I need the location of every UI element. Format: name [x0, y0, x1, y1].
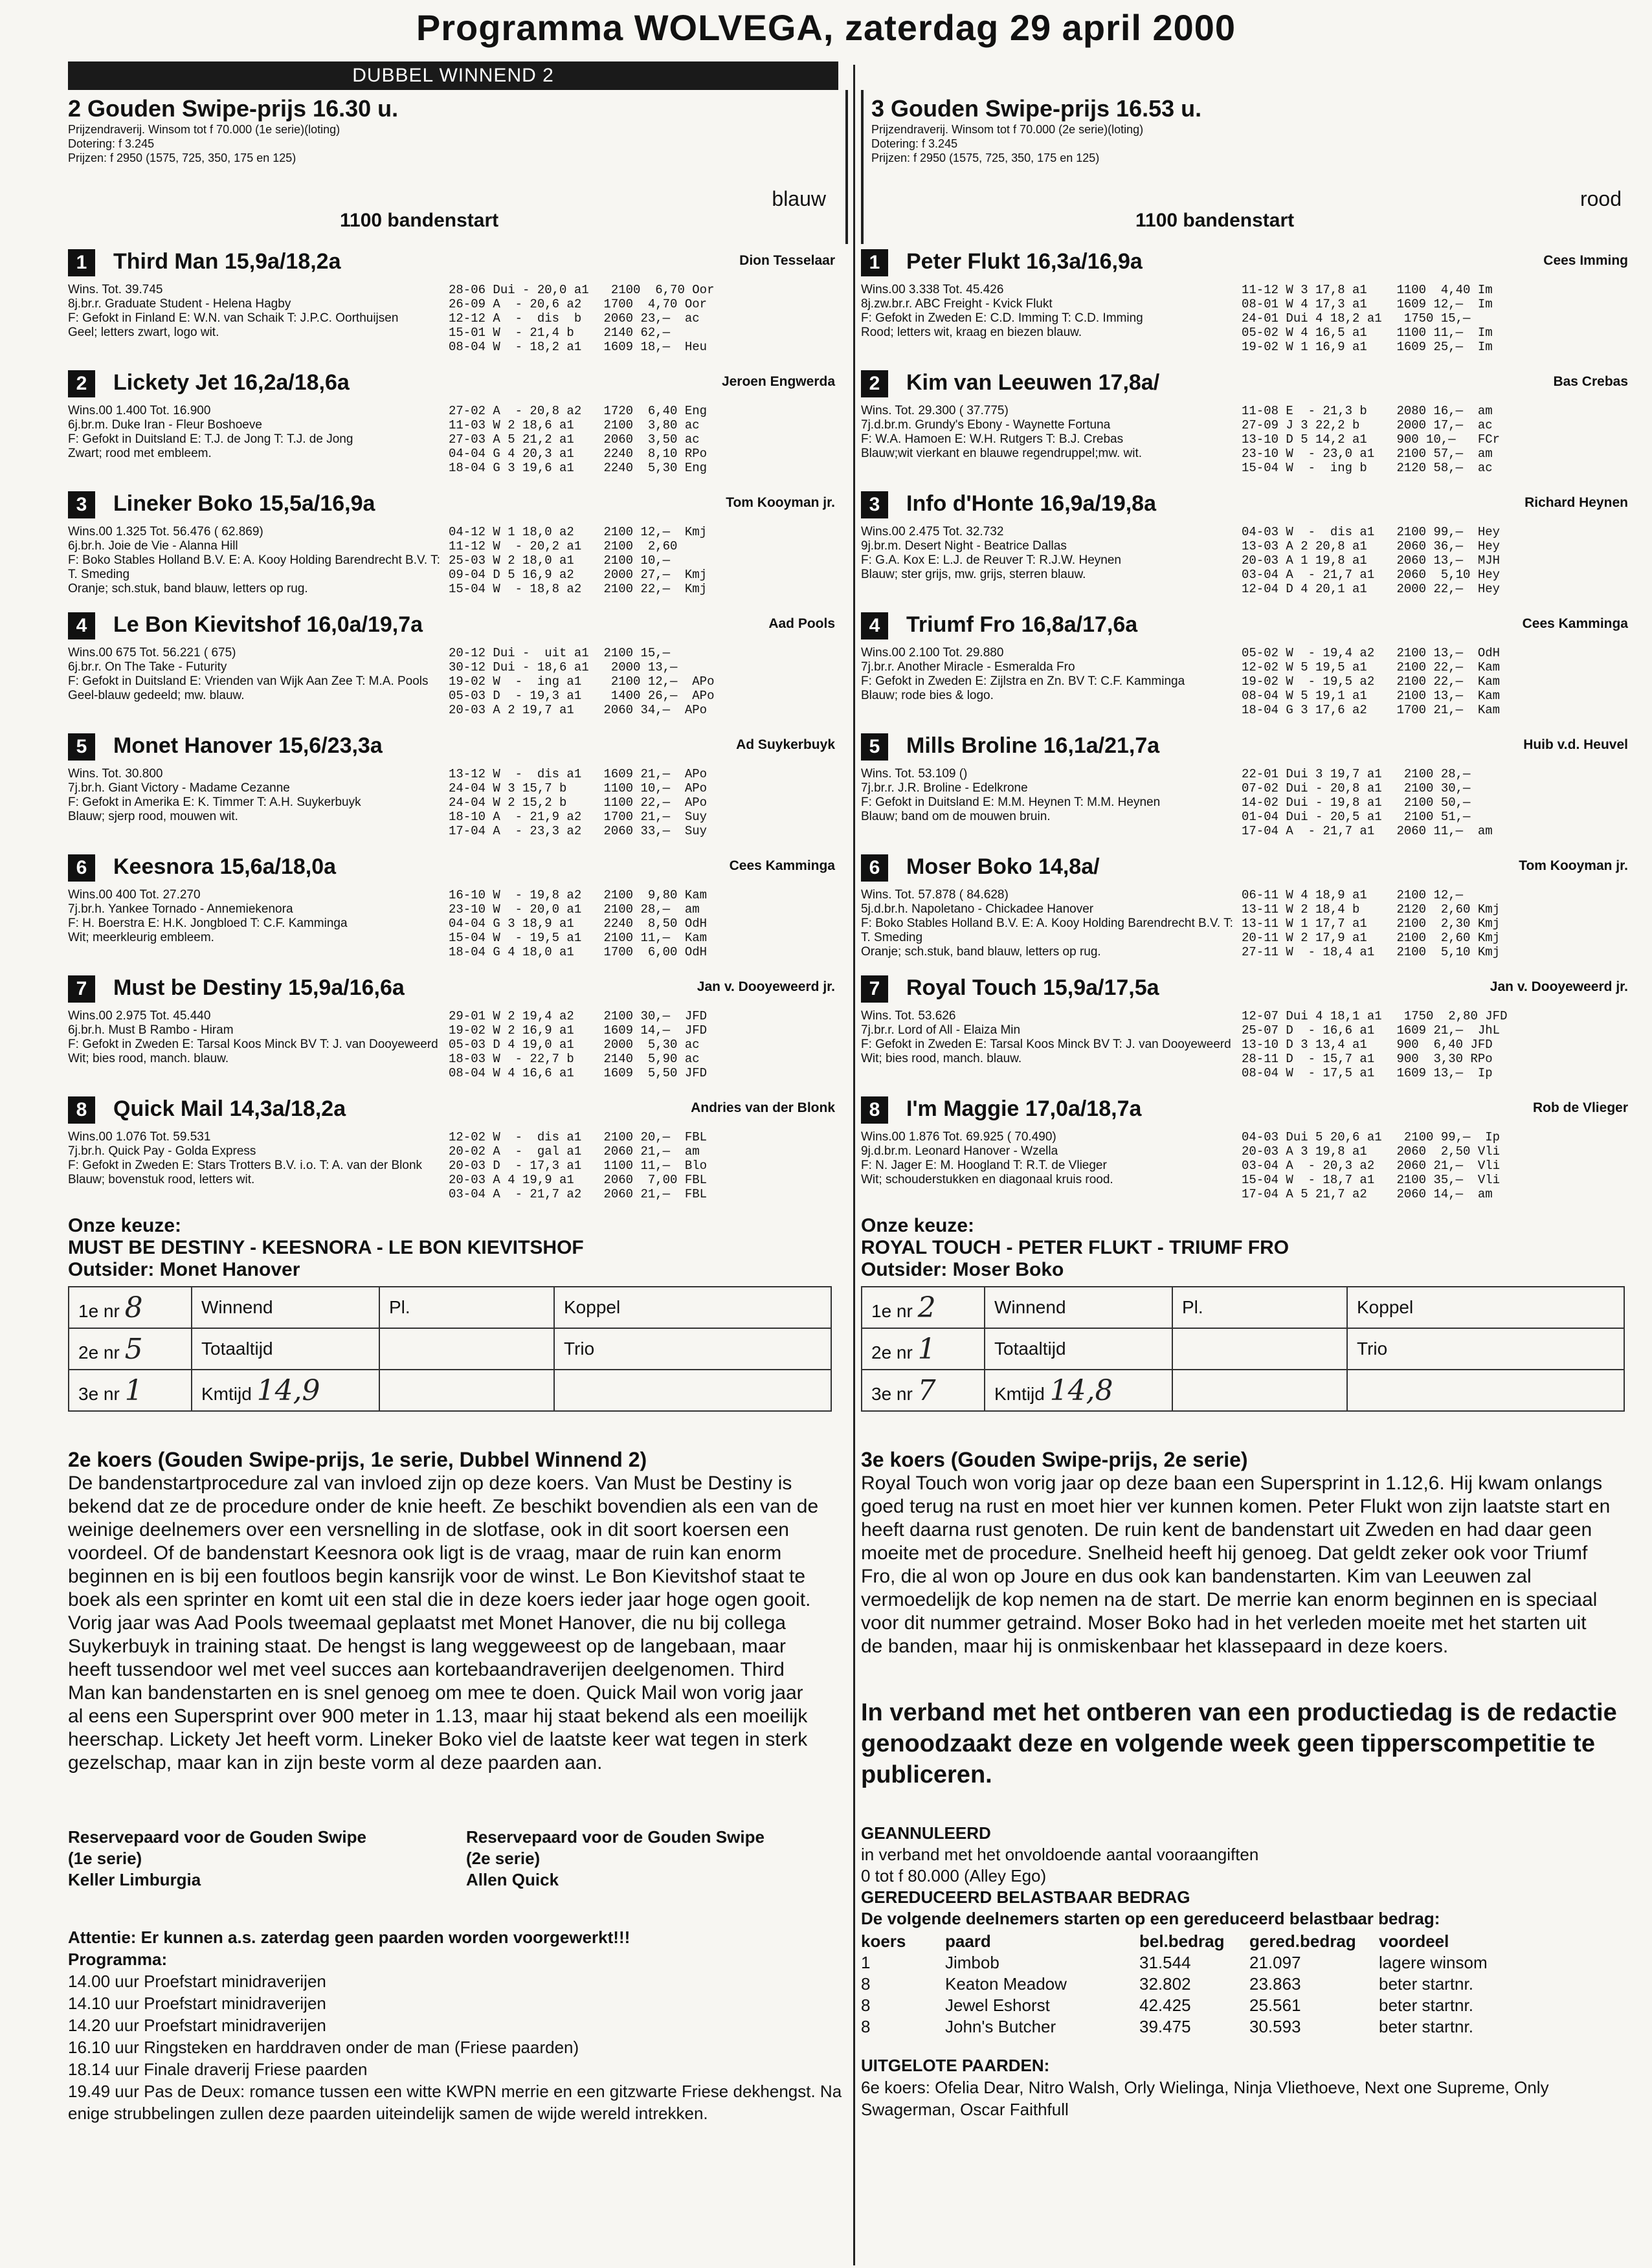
- reduced-cell: 30.593: [1249, 2017, 1301, 2036]
- horse-name: Quick Mail 14,3a/18,2a: [113, 1096, 346, 1121]
- horse-info: Wins. Tot. 39.745 8j.br.r. Graduate Student - Helena Hagby F: Gefokt in Finland E: W.N. van Schaik T: J.P.C. Oorthuijsen Geel; letters zwart, logo wit.: [68, 283, 399, 339]
- race-dotering: Dotering: f 3.245: [68, 137, 155, 150]
- program-list: [68, 1970, 848, 2124]
- race-header-left: [68, 90, 848, 244]
- horse-form: 22-01 Dui 3 19,7 a1 2100 28,— 07-02 Dui - 20,8 a1 2100 30,— 14-02 Dui - 19,8 a1 2100 50,— 01-04 Dui - 20,5 a1 2100 51,— 17-04 A - 21,7 a1 2060 11,— am: [1242, 767, 1493, 838]
- program-label: Programma:: [68, 1950, 168, 1969]
- reduced-cell: 8: [861, 1996, 871, 2015]
- program-item: 16.10 uur Ringsteken en harddraven onder de man (Friese paarden): [68, 2038, 579, 2057]
- horse-form: 13-12 W - dis a1 1609 21,— APo 24-04 W 3 15,7 b 1100 10,— APo 24-04 W 2 15,2 b 1100 22,— APo 18-10 A - 21,9 a2 1700 21,— Suy 17-04 A - 23,3 a2 2060 33,— Suy: [449, 767, 708, 838]
- horse-entry: [861, 849, 1641, 970]
- reduced-col-header: gered.bedrag: [1249, 1931, 1356, 1951]
- handwritten-number: 1: [124, 1373, 143, 1407]
- place-label: 2e nr 1: [862, 1328, 985, 1370]
- reduced-cell: 23.863: [1249, 1974, 1301, 1994]
- horse-form: 04-03 Dui 5 20,6 a1 2100 99,— Ip 20-03 A 3 19,8 a1 2060 2,50 Vli 03-04 A - 20,3 a2 2060 21,— Vli 15-04 W - 18,7 a1 2100 35,— Vli 17-04 A 5 21,7 a2 2060 14,— am: [1242, 1130, 1501, 1201]
- left-column: [68, 61, 848, 2124]
- program-item: 14.10 uur Proefstart minidraverijen: [68, 1994, 326, 2013]
- horse-form: 12-07 Dui 4 18,1 a1 1750 2,80 JFD 25-07 D - 16,6 a1 1609 21,— JhL 13-10 D 3 13,4 a1 900 6,40 JFD 28-11 D - 15,7 a1 900 3,30 RPo 08-04 W - 17,5 a1 1609 13,— Ip: [1242, 1009, 1508, 1080]
- result-table-left: [68, 1286, 832, 1412]
- horse-list-right: [861, 244, 1641, 1212]
- horse-name: Info d'Honte 16,9a/19,8a: [906, 491, 1156, 516]
- reduced-cell: 8: [861, 1974, 871, 1994]
- attention-text: Attentie: Er kunnen a.s. zaterdag geen paarden worden voorgewerkt!!!: [68, 1928, 631, 1947]
- choice-text: MUST BE DESTINY - KEESNORA - LE BON KIEVITSHOF: [68, 1237, 584, 1258]
- cancellation-block: GEANNULEERD in verband met het onvoldoende aantal vooraangiften 0 tot f 80.000 (Alley Ego) GEREDUCEERD BELASTBAAR BEDRAG De volgende deelnemers starten op een gereduceerd belastbaar bedrag: koers paard bel.bedrag gered.bedrag voordeel 1 Jimbob 31.544 21.097 lagere winsom 8 Keaton Meadow 32.802 23.863 beter startnr. 8 Jewel Eshorst 42.425 25.561 beter startnr. 8 John's Butcher 39.475 30.593 beter startnr.: [861, 1823, 1641, 2038]
- horse-number: 2: [68, 370, 95, 397]
- reduced-col-header: koers: [861, 1931, 906, 1951]
- horse-info: Wins.00 2.475 Tot. 32.732 9j.br.m. Desert Night - Beatrice Dallas F: G.A. Kox E: L.J. de Reuver T: R.J.W. Heynen Blauw; ster grijs, mw. grijs, sterren blauw.: [861, 525, 1121, 581]
- horse-driver: Tom Kooyman jr.: [726, 495, 835, 510]
- horse-driver: Cees Kamminga: [729, 858, 835, 873]
- horse-driver: Jeroen Engwerda: [721, 374, 835, 389]
- horse-driver: Bas Crebas: [1553, 374, 1628, 389]
- horse-form: 20-12 Dui - uit a1 2100 15,— 30-12 Dui - 18,6 a1 2000 13,— 19-02 W - ing a1 2100 12,— APo 05-03 D - 19,3 a1 1400 26,— APo 20-03 A 2 19,7 a1 2060 34,— APo: [449, 646, 715, 717]
- horse-entry: [68, 849, 848, 970]
- horse-info: Wins.00 2.975 Tot. 45.440 6j.br.h. Must B Rambo - Hiram F: Gefokt in Zweden E: Tarsal Koos Minck BV T: J. van Dooyeweerd Wit; bies rood, manch. blauw.: [68, 1009, 438, 1065]
- trio-label: Trio: [554, 1328, 831, 1370]
- horse-entry: [861, 486, 1641, 607]
- horse-name: Lineker Boko 15,5a/16,9a: [113, 491, 375, 516]
- choice-label: Onze keuze:: [861, 1215, 975, 1236]
- pl-label: Pl.: [1172, 1287, 1347, 1328]
- horse-info: Wins.00 1.325 Tot. 56.476 ( 62.869) 6j.br.h. Joie de Vie - Alanna Hill F: Boko Stables Holland B.V. E: A. Kooy Holding Barendrecht B.V. T: T. Smeding Oranje; sch.stuk, band blauw, letters op rug.: [68, 525, 440, 595]
- horse-driver: Jan v. Dooyeweerd jr.: [1490, 979, 1628, 994]
- horse-driver: Huib v.d. Heuvel: [1523, 737, 1628, 752]
- horse-entry: [68, 970, 848, 1091]
- horse-form: 04-12 W 1 18,0 a2 2100 12,— Kmj 11-12 W - 20,2 a1 2100 2,60 25-03 W 2 18,0 a1 2100 10,— 09-04 D 5 16,9 a2 2000 27,— Kmj 15-04 W - 18,8 a2 2100 22,— Kmj: [449, 525, 708, 596]
- horse-driver: Dion Tesselaar: [739, 253, 835, 268]
- horse-form: 04-03 W - dis a1 2100 99,— Hey 13-03 A 2 20,8 a1 2060 36,— Hey 20-03 A 1 19,8 a1 2060 13,— MJH 03-04 A - 21,7 a1 2060 5,10 Hey 12-04 D 4 20,1 a1 2000 22,— Hey: [1242, 525, 1501, 596]
- pl-label: Pl.: [379, 1287, 554, 1328]
- program-item: 14.20 uur Proefstart minidraverijen: [68, 2016, 326, 2035]
- place-label: 2e nr 5: [69, 1328, 192, 1370]
- horse-driver: Tom Kooyman jr.: [1519, 858, 1628, 873]
- horse-form: 05-02 W - 19,4 a2 2100 13,— OdH 12-02 W 5 19,5 a1 2100 22,— Kam 19-02 W - 19,5 a2 2100 22,— Kam 08-04 W 5 19,1 a1 2100 13,— Kam 18-04 G 3 17,6 a2 1700 21,— Kam: [1242, 646, 1501, 717]
- reduced-cell: 1: [861, 1953, 871, 1972]
- handwritten-number: 2: [917, 1291, 936, 1324]
- reserve-2: Reservepaard voor de Gouden Swipe (2e serie) Allen Quick: [466, 1827, 765, 1889]
- drawn-out-label: UITGELOTE PAARDEN:: [861, 2056, 1050, 2075]
- horse-info: Wins.00 1.400 Tot. 16.900 6j.br.m. Duke Iran - Fleur Boshoeve F: Gefokt in Duitsland E: T.J. de Jong T: T.J. de Jong Zwart; rood met embleem.: [68, 404, 353, 460]
- reserve-1: Reservepaard voor de Gouden Swipe (1e serie) Keller Limburgia: [68, 1827, 366, 1889]
- horse-form: 12-02 W - dis a1 2100 20,— FBL 20-02 A - gal a1 2060 21,— am 20-03 D - 17,3 a1 1100 11,— Blo 20-03 A 4 19,9 a1 2060 7,00 FBL 03-04 A - 21,7 a2 2060 21,— FBL: [449, 1130, 708, 1201]
- horse-number: 5: [68, 733, 95, 761]
- horse-entry: [68, 244, 848, 365]
- reduced-cell: lagere winsom: [1379, 1953, 1488, 1972]
- horse-number: 3: [68, 491, 95, 518]
- race-prizes: Prijzen: f 2950 (1575, 725, 350, 175 en 125): [68, 151, 296, 164]
- editorial-notice: In verband met het ontberen van een productiedag is de redactie genoodzaakt deze en volgende week geen tipperscompetitie te publiceren.: [861, 1699, 1617, 1788]
- horse-info: Wins.00 3.338 Tot. 45.426 8j.zw.br.r. ABC Freight - Kvick Flukt F: Gefokt in Zweden E: C.D. Imming T: C.D. Imming Rood; letters wit, kraag en biezen blauw.: [861, 283, 1143, 339]
- horse-name: Moser Boko 14,8a/: [906, 854, 1100, 879]
- koppel-label: Koppel: [554, 1287, 831, 1328]
- handwritten-kmtijd: 14,8: [1049, 1373, 1113, 1407]
- trio-label: Trio: [1347, 1328, 1624, 1370]
- place-label: 1e nr 2: [862, 1287, 985, 1328]
- kmtijd-label: Kmtijd 14,8: [985, 1370, 1172, 1411]
- race-header-right: [861, 90, 1641, 244]
- horse-info: Wins.00 1.876 Tot. 69.925 ( 70.490) 9j.d.br.m. Leonard Hanover - Wzella F: N. Jager E: M. Hoogland T: R.T. de Vlieger Wit; schouderstukken en diagonaal kruis rood.: [861, 1130, 1113, 1186]
- reduced-cell: Jimbob: [945, 1953, 999, 1972]
- dubbel-winnend-banner: DUBBEL WINNEND 2: [68, 61, 838, 90]
- horse-name: Mills Broline 16,1a/21,7a: [906, 733, 1160, 758]
- horse-driver: Ad Suykerbuyk: [736, 737, 835, 752]
- program-item: 18.14 uur Finale draverij Friese paarden: [68, 2060, 368, 2079]
- horse-driver: Jan v. Dooyeweerd jr.: [697, 979, 835, 994]
- reduced-col-header: bel.bedrag: [1139, 1931, 1225, 1951]
- result-table-right: [861, 1286, 1625, 1412]
- horse-driver: Andries van der Blonk: [691, 1100, 835, 1115]
- horse-number: 8: [861, 1096, 888, 1124]
- horse-name: Peter Flukt 16,3a/16,9a: [906, 249, 1143, 274]
- reduced-col-header: voordeel: [1379, 1931, 1449, 1951]
- column-divider: [853, 65, 855, 2265]
- horse-form: 27-02 A - 20,8 a2 1720 6,40 Eng 11-03 W 2 18,6 a1 2100 3,80 ac 27-03 A 5 21,2 a1 2060 3,50 ac 04-04 G 4 20,3 a1 2240 8,10 RPo 18-04 G 3 19,6 a1 2240 5,30 Eng: [449, 404, 708, 475]
- reduced-row: [861, 1973, 1554, 1995]
- our-choice-right: [861, 1215, 1641, 1281]
- winnend-label: Winnend: [192, 1287, 379, 1328]
- koppel-label: Koppel: [1347, 1287, 1624, 1328]
- horse-info: Wins.00 1.076 Tot. 59.531 7j.br.h. Quick Pay - Golda Express F: Gefokt in Zweden E: Stars Trotters B.V. i.o. T: A. van der Blonk Blauw; bovenstuk rood, letters wit.: [68, 1130, 423, 1186]
- race-analysis-text: De bandenstartprocedure zal van invloed zijn op deze koers. Van Must be Destiny is bekend dat ze de procedure onder de knie heeft. Ze beschikt bovendien als een van de weinige deelnemers over een versnelling in de slotfase, ook in dit soort koersen een voordeel. Of de bandenstart Keesnora ook ligt is de vraag, maar de ruin kan enorm beginnen en is bij een foutloos begin kansrijk voor de winst. Le Bon Kievitshof staat te boek als een sprinter en komt uit een stal die in deze koers ieder jaar hoge ogen gooit. Vorig jaar was Aad Pools tweemaal geplaatst met Monet Hanover, die nu bij collega Suykerbuyk in training staat. De hengst is lang weggeweest op de langebaan, maar heeft tussendoor wel met veel succes aan kortebaandraverijen deelgenomen. Third Man kan bandenstarten en is snel genoeg om mee te doen. Quick Mail won vorig jaar al eens een Supersprint over 900 meter in 1.13, maar hij staat bekend als een moeilijk heerschap. Lickety Jet heeft vorm. Lineker Boko viel de laatste keer wat tegen in sterk gezelschap, maar kan in zijn beste vorm al deze paarden aan.: [68, 1473, 819, 1773]
- race-analysis-text: Royal Touch won vorig jaar op deze baan een Supersprint in 1.12,6. Hij kwam onlangs goed terug na rust en moet hier ver kunnen komen. Peter Flukt won zijn laatste start en heeft daarna rust genoten. De ruin kent de bandenstart uit Zweden en had daar geen moeite met de procedure. Snelheid heeft hij genoeg. Dat geldt zeker ook voor Triumf Fro, die al won op Joure en dus ook kan bandenstarten. Kim van Leeuwen zal vermoedelijk de kop nemen na de start. De merrie kan enorm beginnen en is speciaal voor dit nummer getraind. Moser Boko had in het verleden moeite met het starten uit de banden, maar hij is onmiskenbaar het klassepaard in deze koers.: [861, 1473, 1611, 1657]
- horse-info: Wins. Tot. 53.109 () 7j.br.r. J.R. Broline - Edelkrone F: Gefokt in Duitsland E: M.M. Heynen T: M.M. Heynen Blauw; band om de mouwen bruin.: [861, 767, 1161, 823]
- horse-number: 3: [861, 491, 888, 518]
- race-color: rood: [1579, 187, 1622, 210]
- kmtijd-label: Kmtijd 14,9: [192, 1370, 379, 1411]
- reduced-cell: 31.544: [1139, 1953, 1191, 1972]
- horse-entry: [861, 728, 1641, 849]
- reduced-heading: GEREDUCEERD BELASTBAAR BEDRAG: [861, 1887, 1190, 1907]
- horse-number: 1: [861, 249, 888, 276]
- horse-entry: [68, 486, 848, 607]
- horse-form: 06-11 W 4 18,9 a1 2100 12,— 13-11 W 2 18,4 b 2120 2,60 Kmj 13-11 W 1 17,7 a1 2100 2,30 Kmj 20-11 W 2 17,9 a1 2100 2,60 Kmj 27-11 W - 18,4 a1 2100 5,10 Kmj: [1242, 888, 1501, 959]
- horse-entry: [861, 365, 1641, 486]
- horse-number: 4: [861, 612, 888, 639]
- horse-name: Kim van Leeuwen 17,8a/: [906, 370, 1160, 395]
- reduced-cell: Keaton Meadow: [945, 1974, 1067, 1994]
- handwritten-kmtijd: 14,9: [256, 1373, 320, 1407]
- handwritten-number: 1: [917, 1332, 936, 1366]
- reduced-cell: beter startnr.: [1379, 2017, 1473, 2036]
- horse-entry: [861, 607, 1641, 728]
- horse-entry: [861, 1091, 1641, 1212]
- horse-number: 6: [861, 854, 888, 882]
- race-conditions: Prijzendraverij. Winsom tot f 70.000 (1e serie)(loting): [68, 123, 340, 136]
- horse-number: 7: [861, 975, 888, 1003]
- outsider: Outsider: Monet Hanover: [68, 1259, 300, 1280]
- horse-info: Wins.00 675 Tot. 56.221 ( 675) 6j.br.r. On The Take - Futurity F: Gefokt in Duitsland E: Vrienden van Wijk Aan Zee T: M.A. Pools Geel-blauw gedeeld; mw. blauw.: [68, 646, 429, 702]
- our-choice-left: [68, 1215, 848, 1281]
- horse-info: Wins. Tot. 30.800 7j.br.h. Giant Victory - Madame Cezanne F: Gefokt in Amerika E: K. Timmer T: A.H. Suykerbuyk Blauw; sjerp rood, mouwen wit.: [68, 767, 361, 823]
- reduced-row: [861, 2016, 1554, 2038]
- handwritten-number: 7: [917, 1373, 936, 1407]
- horse-number: 6: [68, 854, 95, 882]
- reduced-sub: De volgende deelnemers starten op een gereduceerd belastbaar bedrag:: [861, 1909, 1440, 1928]
- reduced-cell: beter startnr.: [1379, 1974, 1473, 1994]
- horse-form: 28-06 Dui - 20,0 a1 2100 6,70 Oor 26-09 A - 20,6 a2 1700 4,70 Oor 12-12 A - dis b 2060 23,— ac 15-01 W - 21,4 b 2140 62,— 08-04 W - 18,2 a1 1609 18,— Heu: [449, 283, 715, 354]
- horse-entry: [68, 607, 848, 728]
- horse-driver: Aad Pools: [768, 616, 835, 631]
- horse-driver: Cees Kamminga: [1522, 616, 1628, 631]
- program-item: 19.49 uur Pas de Deux: romance tussen een witte KWPN merrie en een gitzwarte Friese dekhengst. Na enige strubbelingen zullen deze paarden uiteindelijk samen de wijde wereld intrekken.: [68, 2082, 842, 2123]
- page-title: Programma WOLVEGA, zaterdag 29 april 2000: [416, 7, 1236, 48]
- race-start-type: 1100 bandenstart: [1135, 210, 1295, 231]
- horse-name: Lickety Jet 16,2a/18,6a: [113, 370, 350, 395]
- horse-name: Third Man 15,9a/18,2a: [113, 249, 341, 274]
- race-analysis-title: 3e koers (Gouden Swipe-prijs, 2e serie): [861, 1448, 1248, 1471]
- attention-block: [68, 1926, 848, 2124]
- race-title: 3 Gouden Swipe-prijs 16.53 u.: [871, 95, 1202, 122]
- outsider: Outsider: Moser Boko: [861, 1259, 1064, 1280]
- horse-form: 11-12 W 3 17,8 a1 1100 4,40 Im 08-01 W 4 17,3 a1 1609 12,— Im 24-01 Dui 4 18,2 a1 1750 15,— 05-02 W 4 16,5 a1 1100 11,— Im 19-02 W 1 16,9 a1 1609 25,— Im: [1242, 283, 1493, 354]
- race-prizes: Prijzen: f 2950 (1575, 725, 350, 175 en 125): [871, 151, 1100, 164]
- horse-driver: Cees Imming: [1543, 253, 1628, 268]
- reserve-horses: [68, 1827, 848, 1911]
- horse-name: Le Bon Kievitshof 16,0a/19,7a: [113, 612, 423, 637]
- horse-list-left: [68, 244, 848, 1212]
- horse-entry: [861, 244, 1641, 365]
- race-color: blauw: [772, 187, 826, 210]
- horse-number: 2: [861, 370, 888, 397]
- totaaltijd-label: Totaaltijd: [192, 1328, 379, 1370]
- reduced-col-header: paard: [945, 1931, 991, 1951]
- drawn-out-text: 6e koers: Ofelia Dear, Nitro Walsh, Orly Wielinga, Ninja Vliethoeve, Next one Supreme, Only Swagerman, Oscar Faithfull: [861, 2078, 1549, 2119]
- horse-info: Wins. Tot. 53.626 7j.br.r. Lord of All - Elaiza Min F: Gefokt in Zweden E: Tarsal Koos Minck BV T: J. van Dooyeweerd Wit; bies rood, manch. blauw.: [861, 1009, 1231, 1065]
- reduced-row: [861, 1952, 1554, 1973]
- horse-entry: [68, 728, 848, 849]
- cancelled-heading: GEANNULEERD: [861, 1823, 991, 1843]
- horse-name: Keesnora 15,6a/18,0a: [113, 854, 337, 879]
- reduced-cell: 32.802: [1139, 1974, 1191, 1994]
- race-title: 2 Gouden Swipe-prijs 16.30 u.: [68, 95, 399, 122]
- horse-info: Wins.00 2.100 Tot. 29.880 7j.br.r. Another Miracle - Esmeralda Fro F: Gefokt in Zweden E: Zijlstra en Zn. BV T: C.F. Kamminga Blauw; rode bies & logo.: [861, 646, 1185, 702]
- horse-entry: [68, 1091, 848, 1212]
- horse-number: 5: [861, 733, 888, 761]
- race-analysis-title: 2e koers (Gouden Swipe-prijs, 1e serie, Dubbel Winnend 2): [68, 1448, 647, 1471]
- reduced-cell: 39.475: [1139, 2017, 1191, 2036]
- winnend-label: Winnend: [985, 1287, 1172, 1328]
- reduced-table: [861, 1931, 1554, 2038]
- reduced-cell: 42.425: [1139, 1996, 1191, 2015]
- horse-number: 1: [68, 249, 95, 276]
- totaaltijd-label: Totaaltijd: [985, 1328, 1172, 1370]
- horse-name: Monet Hanover 15,6/23,3a: [113, 733, 383, 758]
- horse-number: 7: [68, 975, 95, 1003]
- race-dotering: Dotering: f 3.245: [871, 137, 958, 150]
- race-conditions: Prijzendraverij. Winsom tot f 70.000 (2e serie)(loting): [871, 123, 1144, 136]
- horse-entry: [68, 365, 848, 486]
- program-item: 14.00 uur Proefstart minidraverijen: [68, 1972, 326, 1991]
- choice-label: Onze keuze:: [68, 1215, 182, 1236]
- horse-name: Royal Touch 15,9a/17,5a: [906, 975, 1159, 1000]
- reduced-table-header: [861, 1931, 1554, 1952]
- horse-name: Must be Destiny 15,9a/16,6a: [113, 975, 405, 1000]
- reduced-cell: John's Butcher: [945, 2017, 1056, 2036]
- place-label: 3e nr 7: [862, 1370, 985, 1411]
- horse-info: Wins. Tot. 29.300 ( 37.775) 7j.d.br.m. Grundy's Ebony - Waynette Fortuna F: W.A. Hamoen E: W.H. Rutgers T: B.J. Crebas Blauw;wit vierkant en blauwe regendruppel;mw. wit.: [861, 404, 1143, 460]
- choice-text: ROYAL TOUCH - PETER FLUKT - TRIUMF FRO: [861, 1237, 1289, 1258]
- right-column: [861, 61, 1641, 2120]
- reduced-cell: beter startnr.: [1379, 1996, 1473, 2015]
- horse-info: Wins.00 400 Tot. 27.270 7j.br.h. Yankee Tornado - Annemiekenora F: H. Boerstra E: H.K. Jongbloed T: C.F. Kamminga Wit; meerkleurig embleem.: [68, 888, 348, 944]
- handwritten-number: 5: [124, 1332, 143, 1366]
- horse-name: I'm Maggie 17,0a/18,7a: [906, 1096, 1142, 1121]
- place-label: 1e nr 8: [69, 1287, 192, 1328]
- horse-number: 8: [68, 1096, 95, 1124]
- horse-form: 16-10 W - 19,8 a2 2100 9,80 Kam 23-10 W - 20,0 a1 2100 28,— am 04-04 G 3 18,9 a1 2240 8,50 OdH 15-04 W - 19,5 a1 2100 11,— Kam 18-04 G 4 18,0 a1 1700 6,00 OdH: [449, 888, 708, 959]
- horse-number: 4: [68, 612, 95, 639]
- reduced-cell: 25.561: [1249, 1996, 1301, 2015]
- horse-info: Wins. Tot. 57.878 ( 84.628) 5j.d.br.h. Napoletano - Chickadee Hanover F: Boko Stables Holland B.V. E: A. Kooy Holding Barendrecht B.V. T: T. Smeding Oranje; sch.stuk, band blauw, letters op rug.: [861, 888, 1233, 959]
- reduced-row: [861, 1995, 1554, 2016]
- horse-entry: [861, 970, 1641, 1091]
- handwritten-number: 8: [124, 1291, 143, 1324]
- race-start-type: 1100 bandenstart: [340, 210, 499, 231]
- reduced-cell: Jewel Eshorst: [945, 1996, 1050, 2015]
- horse-driver: Rob de Vlieger: [1532, 1100, 1628, 1115]
- horse-name: Triumf Fro 16,8a/17,6a: [906, 612, 1138, 637]
- horse-form: 29-01 W 2 19,4 a2 2100 30,— JFD 19-02 W 2 16,9 a1 1609 14,— JFD 05-03 D 4 19,0 a1 2000 5,30 ac 18-03 W - 22,7 b 2140 5,90 ac 08-04 W 4 16,6 a1 1609 5,50 JFD: [449, 1009, 708, 1080]
- horse-form: 11-08 E - 21,3 b 2080 16,— am 27-09 J 3 22,2 b 2000 17,— ac 13-10 D 5 14,2 a1 900 10,— FCr 23-10 W - 23,0 a1 2100 57,— am 15-04 W - ing b 2120 58,— ac: [1242, 404, 1501, 475]
- drawn-out-block: [861, 2054, 1641, 2120]
- reduced-cell: 8: [861, 2017, 871, 2036]
- horse-driver: Richard Heynen: [1524, 495, 1628, 510]
- reduced-cell: 21.097: [1249, 1953, 1301, 1972]
- place-label: 3e nr 1: [69, 1370, 192, 1411]
